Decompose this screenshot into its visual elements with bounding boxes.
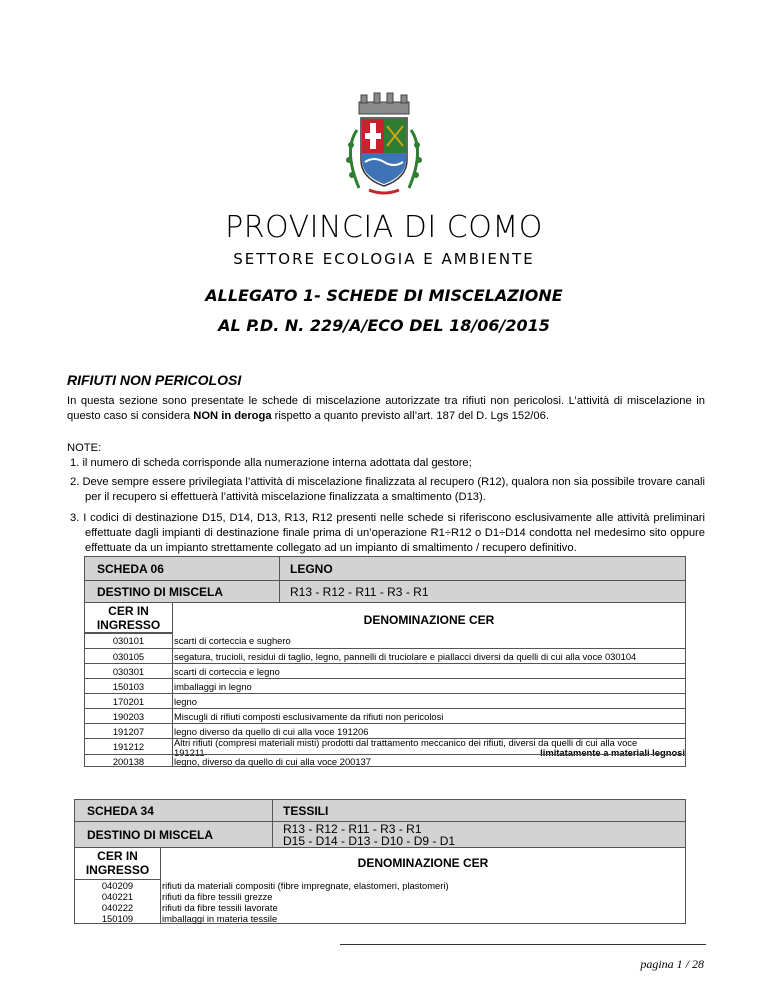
crown-icon — [359, 93, 409, 114]
cer-in-ingresso-header: CER IN INGRESSO — [85, 603, 173, 633]
denominazione-header: DENOMINAZIONE CER — [357, 856, 489, 870]
cer-in-ingresso-header: CER IN INGRESSO — [75, 848, 161, 880]
scheda-label: SCHEDA 06 — [85, 557, 280, 580]
allegato-reference: AL P.D. N. 229/A/ECO DEL 18/06/2015 — [218, 316, 550, 335]
destino-row — [75, 822, 685, 848]
note-3: 3. I codici di destinazione D15, D14, D13, R13, R12 presenti nelle schede si riferiscono esclusivamente alle attività preliminari effettuate dagli impianti di destinazione finale prima di un’operazione R1÷R12 o D1÷D14 condotta nel medesimo sito oppure effettuate da un impianto strettamente collegato ad un impianto di smaltimento / recupero definitivo. — [70, 512, 705, 554]
scheda-name: TESSILI — [283, 803, 329, 818]
table-row: 150103 imballaggi in legno — [85, 678, 685, 693]
allegato-heading: ALLEGATO 1- SCHEDE DI MISCELAZIONE — [205, 286, 563, 305]
table-row: 030105 segatura, trucioli, residui di taglio, legno, pannelli di truciolare e piallacci diversi da quelli di cui alla voce 030104 — [85, 648, 685, 663]
note-1: 1. il numero di scheda corrisponde alla numerazione interna adottata dal gestore; — [70, 457, 472, 469]
table-row: 191207 legno diverso da quello di cui alla voce 191206 — [85, 723, 685, 738]
table-row: 030101 scarti di corteccia e sughero — [85, 633, 685, 648]
destino-row — [85, 581, 685, 603]
notes-label: NOTE: — [67, 442, 102, 454]
intro-paragraph: In questa sezione sono presentate le schede di miscelazione autorizzate tra rifiuti non pericolosi. L’attività di miscelazione in questo caso si considera NON in deroga rispetto a quanto previsto all’art. 187 del D. Lgs 152/06. — [67, 395, 705, 422]
page-number: pagina 1 / 28 — [640, 957, 704, 971]
table-row: 200138 legno, diverso da quello di cui alla voce 200137 — [85, 754, 685, 767]
scheda-06-table — [84, 556, 686, 767]
destino-value: R13 - R12 - R11 - R3 - R1 — [290, 584, 429, 599]
provincia-emblem — [329, 90, 439, 200]
scheda-34-table — [74, 799, 686, 924]
table-row: 190203 Miscugli di rifiuti composti esclusivamente da rifiuti non pericolosi — [85, 708, 685, 723]
destino-value: R13 - R12 - R11 - R3 - R1 D15 - D14 - D13 - D10 - D9 - D1 — [283, 822, 456, 848]
scheda-header-row — [85, 557, 685, 581]
table-row: 040209 rifiuti da materiali compositi (fibre impregnate, elastomeri, plastomeri) — [75, 880, 685, 891]
table-row: 150109 imballaggi in materia tessile — [75, 913, 685, 924]
page-subtitle: SETTORE ECOLOGIA E AMBIENTE — [233, 250, 535, 268]
scheda-label: SCHEDA 34 — [75, 800, 273, 821]
denominazione-header: DENOMINAZIONE CER — [363, 613, 495, 627]
table-row: 030301 scarti di corteccia e legno — [85, 663, 685, 678]
table-row: 170201 legno — [85, 693, 685, 708]
note-2: 2. Deve sempre essere privilegiata l’attività di miscelazione finalizzata al recupero (R12), qualora non sia possibile trovare canali per il recupero si effettuerà l’attività miscelazione finalizzata a smaltimento (D13). — [70, 476, 705, 503]
destino-label: DESTINO DI MISCELA — [85, 581, 280, 602]
page-title: PROVINCIA DI COMO — [225, 210, 543, 245]
table-row: 191212 Altri rifiuti (compresi materiali misti) prodotti dal trattamento meccanico dei rifiuti, diversi da quelli di cui alla voce 191211 limitatamente a materiali legnosi — [85, 738, 685, 754]
section-title: RIFIUTI NON PERICOLOSI — [67, 372, 242, 388]
footer-divider — [340, 944, 706, 945]
scheda-name: LEGNO — [290, 561, 333, 576]
table-row: 040222 rifiuti da fibre tessili lavorate — [75, 902, 685, 913]
table-row: 040221 rifiuti da fibre tessili grezze — [75, 891, 685, 902]
scheda-header-row — [75, 800, 685, 822]
destino-label: DESTINO DI MISCELA — [75, 822, 273, 847]
